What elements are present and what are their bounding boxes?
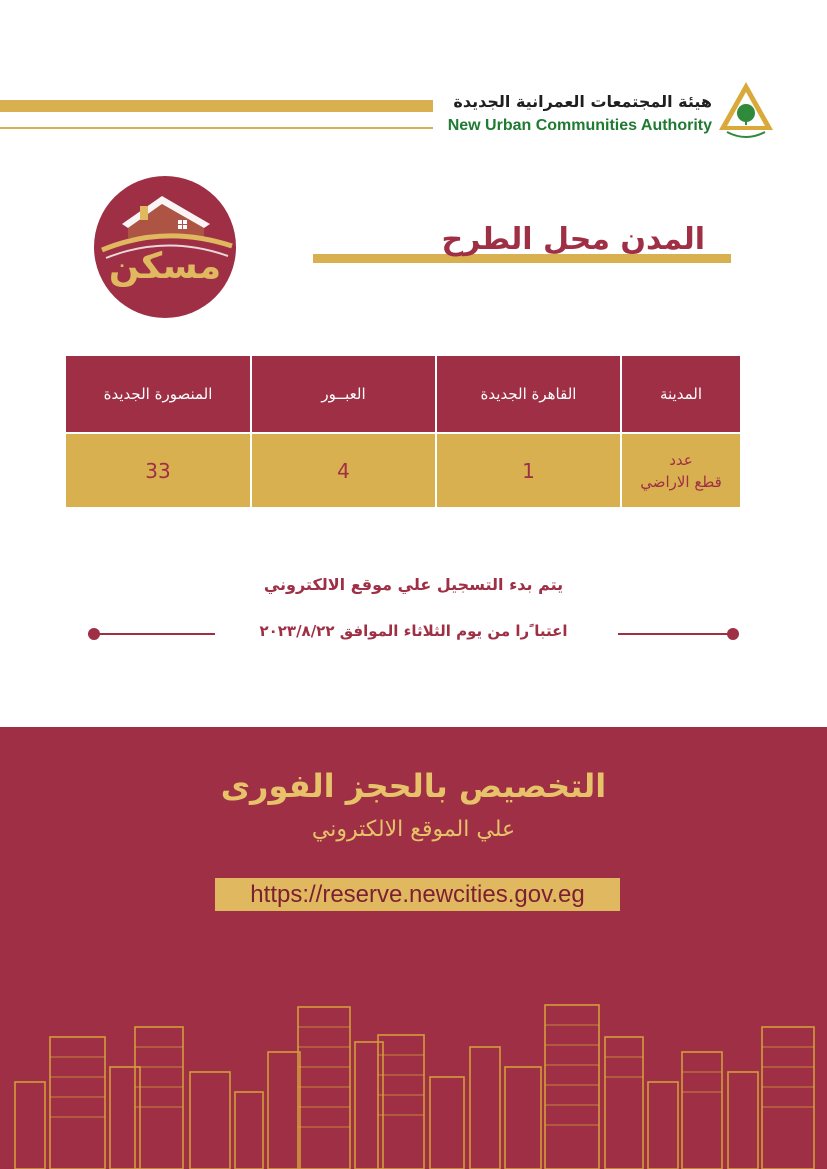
org-name-arabic: هيئة المجتمعات العمرانية الجديدة [453,92,712,111]
right-dot [727,628,739,640]
allocation-panel [0,727,827,1169]
left-divider [94,633,215,635]
org-name-english: New Urban Communities Authority [447,117,712,134]
plots-label-line1: عدد [669,450,693,469]
table-cell-new-mansoura-count: 33 [66,434,250,507]
table-header-obour: العبــور [252,356,435,432]
table-row-label-plots [622,434,740,507]
table-cell-new-cairo-count: 1 [437,434,620,507]
header-gold-band [0,100,433,112]
maskan-badge [94,176,236,318]
reservation-url-link[interactable]: https://reserve.newcities.gov.eg [215,878,620,911]
table-cell-obour-count: 4 [252,434,435,507]
table-header-new-mansoura: المنصورة الجديدة [66,356,250,432]
registration-line1: يتم بدء التسجيل علي موقع الالكتروني [263,575,564,594]
cities-table [66,356,740,507]
badge-text: مسكن [108,246,222,287]
allocation-heading: التخصيص بالحجز الفورى [220,767,607,805]
right-divider [618,633,732,635]
table-header-city: المدينة [622,356,740,432]
section-title: المدن محل الطرح [441,222,705,257]
table-header-new-cairo: القاهرة الجديدة [437,356,620,432]
city-skyline-illustration [0,997,827,1169]
header-gold-line [0,127,433,129]
allocation-subheading: علي الموقع الالكتروني [311,817,516,842]
registration-date: اعتبا ًرا من يوم الثلاثاء الموافق ٢٠٢٣/٨/٢٢ [259,622,568,640]
plots-label-line2: قطع الاراضي [640,472,722,491]
nuca-logo-icon [717,80,775,142]
